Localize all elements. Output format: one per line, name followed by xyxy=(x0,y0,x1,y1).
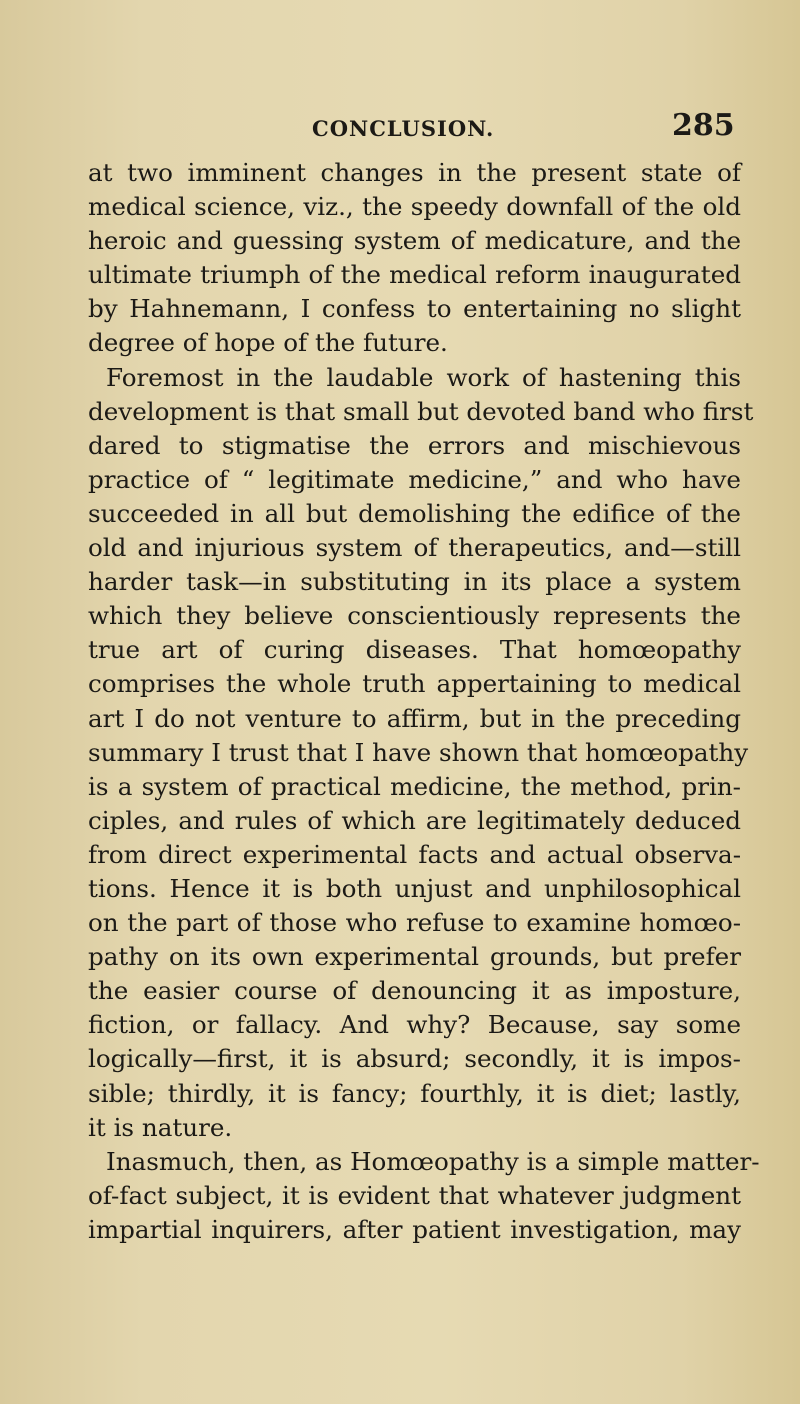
text-line: development is that small but devoted band who first xyxy=(88,396,754,426)
text-line: medical science, viz., the speedy downfall of the old xyxy=(88,192,741,222)
text-line: dared to stigmatise the errors and mischievous xyxy=(88,430,741,460)
text-line: ultimate triumph of the medical reform inaugurated xyxy=(88,260,741,290)
text-line: sible; thirdly, it is fancy; fourthly, it is diet; lastly, xyxy=(88,1078,741,1108)
text-line: ciples, and rules of which are legitimately deduced xyxy=(88,805,741,835)
body-text xyxy=(88,156,760,1247)
text-line: the easier course of denouncing it as imposture, xyxy=(88,976,741,1006)
text-line: old and injurious system of therapeutics, and—still xyxy=(88,533,741,563)
text-line: at two imminent changes in the present state of xyxy=(88,158,741,187)
text-line: impartial inquirers, after patient investigation, may xyxy=(88,1214,741,1244)
text-line: art I do not venture to affirm, but in the preceding xyxy=(88,703,741,733)
page-header xyxy=(0,108,800,152)
text-line: fiction, or fallacy. And why? Because, say some xyxy=(88,1010,741,1040)
text-line: true art of curing diseases. That homœopathy xyxy=(88,635,741,665)
text-line: logically—first, it is absurd; secondly, it is impos- xyxy=(88,1044,741,1074)
text-line: comprises the whole truth appertaining to medical xyxy=(88,669,741,699)
text-line: tions. Hence it is both unjust and unphilosophical xyxy=(88,873,741,903)
text-line: Foremost in the laudable work of hastening this xyxy=(106,362,741,392)
text-line: Inasmuch, then, as Homœopathy is a simple matter- xyxy=(106,1146,760,1176)
text-line: of-fact subject, it is evident that whatever judgment xyxy=(88,1180,741,1210)
text-line: practice of “ legitimate medicine,” and who have xyxy=(88,464,741,494)
text-line: degree of hope of the future. xyxy=(88,328,448,358)
text-line: is a system of practical medicine, the method, prin- xyxy=(88,771,741,801)
running-head: CONCLUSION. xyxy=(312,116,495,141)
text-line: harder task—in substituting in its place a system xyxy=(88,567,741,597)
text-line: summary I trust that I have shown that homœopathy xyxy=(88,737,749,767)
text-line: from direct experimental facts and actual observa- xyxy=(88,839,741,869)
text-line: heroic and guessing system of medicature, and the xyxy=(88,226,741,256)
text-line: pathy on its own experimental grounds, but prefer xyxy=(88,942,741,972)
text-line: it is nature. xyxy=(88,1112,233,1142)
text-line: which they believe conscientiously represents the xyxy=(88,601,741,631)
page-number: 285 xyxy=(672,108,735,143)
text-line: by Hahnemann, I confess to entertaining no slight xyxy=(88,294,741,324)
text-line: succeeded in all but demolishing the edifice of the xyxy=(88,498,741,528)
text-line: on the part of those who refuse to examine homœo- xyxy=(88,908,741,938)
